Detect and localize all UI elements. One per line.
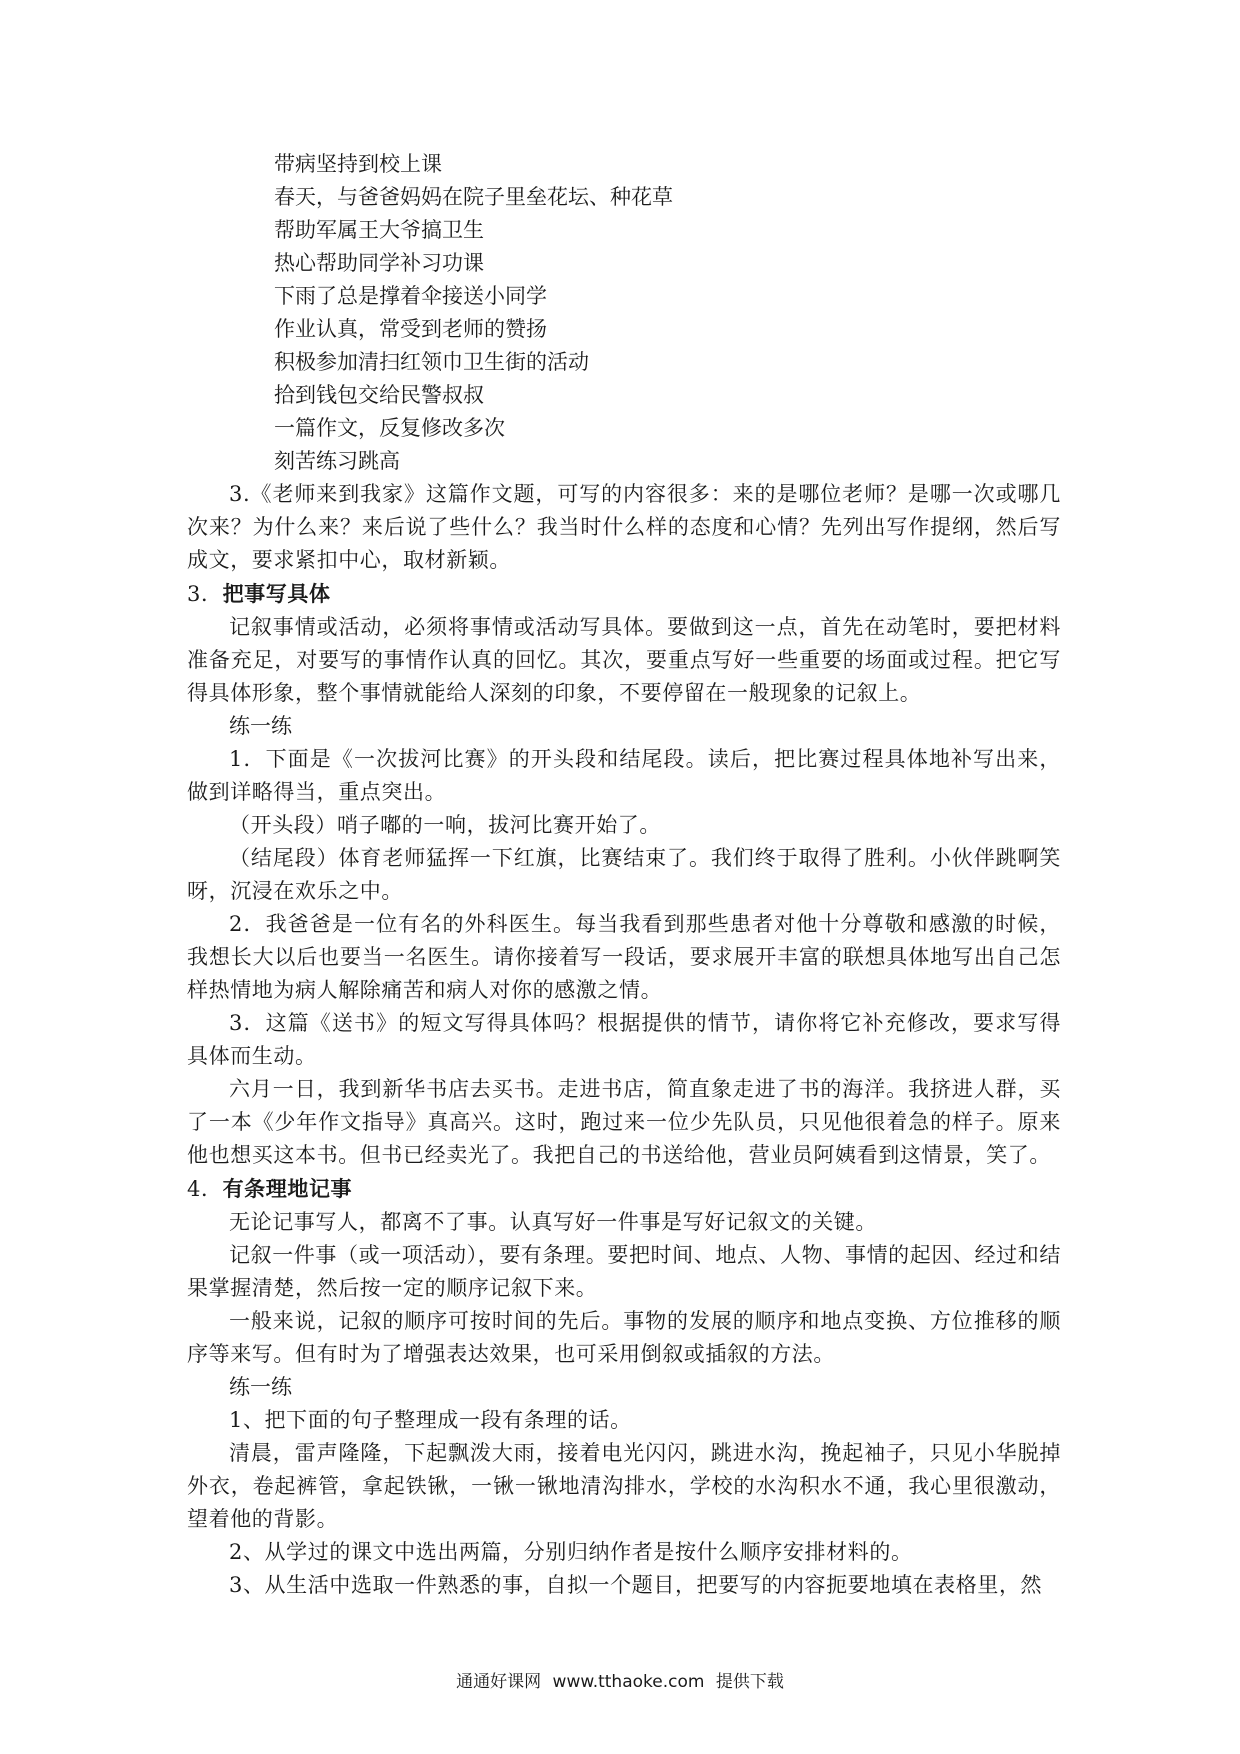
- list-item: 下雨了总是撑着伞接送小同学: [274, 284, 547, 308]
- section-paragraph: 无论记事写人，都离不了事。认真写好一件事是写好记叙文的关键。: [229, 1210, 877, 1234]
- exercise-paragraph: 3、从生活中选取一件熟悉的事，自拟一个题目，把要写的内容扼要地填在表格里，然: [229, 1573, 1043, 1597]
- footer-url: www.tthaoke.com: [552, 1672, 705, 1692]
- exercise-paragraph: （结尾段）体育老师猛挥一下红旗，比赛结束了。我们终于取得了胜利。小伙伴跳啊笑呀，沉浸在欢乐之中。: [187, 846, 1061, 903]
- section-number: 4．: [187, 1177, 223, 1201]
- footer-action: 提供下载: [715, 1672, 784, 1692]
- section-intro: 记叙事情或活动，必须将事情或活动写具体。要做到这一点，首先在动笔时，要把材料准备充足，对要写的事情作认真的回忆。其次，要重点写好一些重要的场面或过程。把它写得具体形象，整个事情就能给人深刻的印象，不要停留在一般现象的记叙上。: [187, 615, 1061, 705]
- list-item: 春天，与爸爸妈妈在院子里垒花坛、种花草: [274, 185, 673, 209]
- page-footer: [0, 1667, 1240, 1692]
- list-item: 帮助军属王大爷搞卫生: [274, 218, 484, 242]
- list-item: 积极参加清扫红领巾卫生街的活动: [274, 350, 589, 374]
- section-heading: [187, 577, 1061, 611]
- exercise-paragraph: 2、从学过的课文中选出两篇，分别归纳作者是按什么顺序安排材料的。: [229, 1540, 913, 1564]
- activity-list: [187, 148, 1061, 478]
- exercise-paragraph: 3．这篇《送书》的短文写得具体吗？根据提供的情节，请你将它补充修改，要求写得具体而生动。: [187, 1011, 1061, 1068]
- exercise-paragraph: 1、把下面的句子整理成一段有条理的话。: [229, 1408, 632, 1432]
- practice-heading: 练一练: [229, 1375, 292, 1399]
- practice-heading: 练一练: [229, 714, 292, 738]
- section-title: 有条理地记事: [222, 1176, 353, 1201]
- footer-site-name: 通通好课网: [456, 1672, 542, 1692]
- list-item: 刻苦练习跳高: [274, 449, 400, 473]
- list-item: 拾到钱包交给民警叔叔: [274, 383, 484, 407]
- exercise-paragraph: 六月一日，我到新华书店去买书。走进书店，简直象走进了书的海洋。我挤进人群，买了一本《少年作文指导》真高兴。这时，跑过来一位少先队员，只见他很着急的样子。原来他也想买这本书。但书已经卖光了。我把自己的书送给他，营业员阿姨看到这情景，笑了。: [187, 1077, 1061, 1167]
- section-title: 把事写具体: [222, 581, 331, 606]
- document-page: [187, 148, 1061, 1602]
- exercise-paragraph: 3.《老师来到我家》这篇作文题，可写的内容很多：来的是哪位老师？是哪一次或哪几次来？为什么来？来后说了些什么？我当时什么样的态度和心情？先列出写作提纲，然后写成文，要求紧扣中心，取材新颖。: [187, 482, 1061, 572]
- list-item: 热心帮助同学补习功课: [274, 251, 484, 275]
- exercise-paragraph: 2．我爸爸是一位有名的外科医生。每当我看到那些患者对他十分尊敬和感激的时候，我想长大以后也要当一名医生。请你接着写一段话，要求展开丰富的联想具体地写出自己怎样热情地为病人解除痛苦和病人对你的感激之情。: [187, 912, 1061, 1002]
- section-number: 3．: [187, 582, 223, 606]
- section-paragraph: 记叙一件事（或一项活动），要有条理。要把时间、地点、人物、事情的起因、经过和结果掌握清楚，然后按一定的顺序记叙下来。: [187, 1243, 1061, 1300]
- section-paragraph: 一般来说，记叙的顺序可按时间的先后。事物的发展的顺序和地点变换、方位推移的顺序等来写。但有时为了增强表达效果，也可采用倒叙或插叙的方法。: [187, 1309, 1061, 1366]
- list-item: 带病坚持到校上课: [274, 152, 442, 176]
- section-heading: [187, 1172, 1061, 1206]
- exercise-paragraph: 清晨，雷声隆隆，下起飘泼大雨，接着电光闪闪，跳进水沟，挽起袖子，只见小华脱掉外衣，卷起裤管，拿起铁锹，一锹一锹地清沟排水，学校的水沟积水不通，我心里很激动，望着他的背影。: [187, 1441, 1061, 1531]
- exercise-paragraph: （开头段）哨子嘟的一响，拔河比赛开始了。: [229, 813, 661, 837]
- list-item: 一篇作文，反复修改多次: [274, 416, 505, 440]
- list-item: 作业认真，常受到老师的赞扬: [274, 317, 547, 341]
- exercise-paragraph: 1．下面是《一次拔河比赛》的开头段和结尾段。读后，把比赛过程具体地补写出来，做到详略得当，重点突出。: [187, 747, 1061, 804]
